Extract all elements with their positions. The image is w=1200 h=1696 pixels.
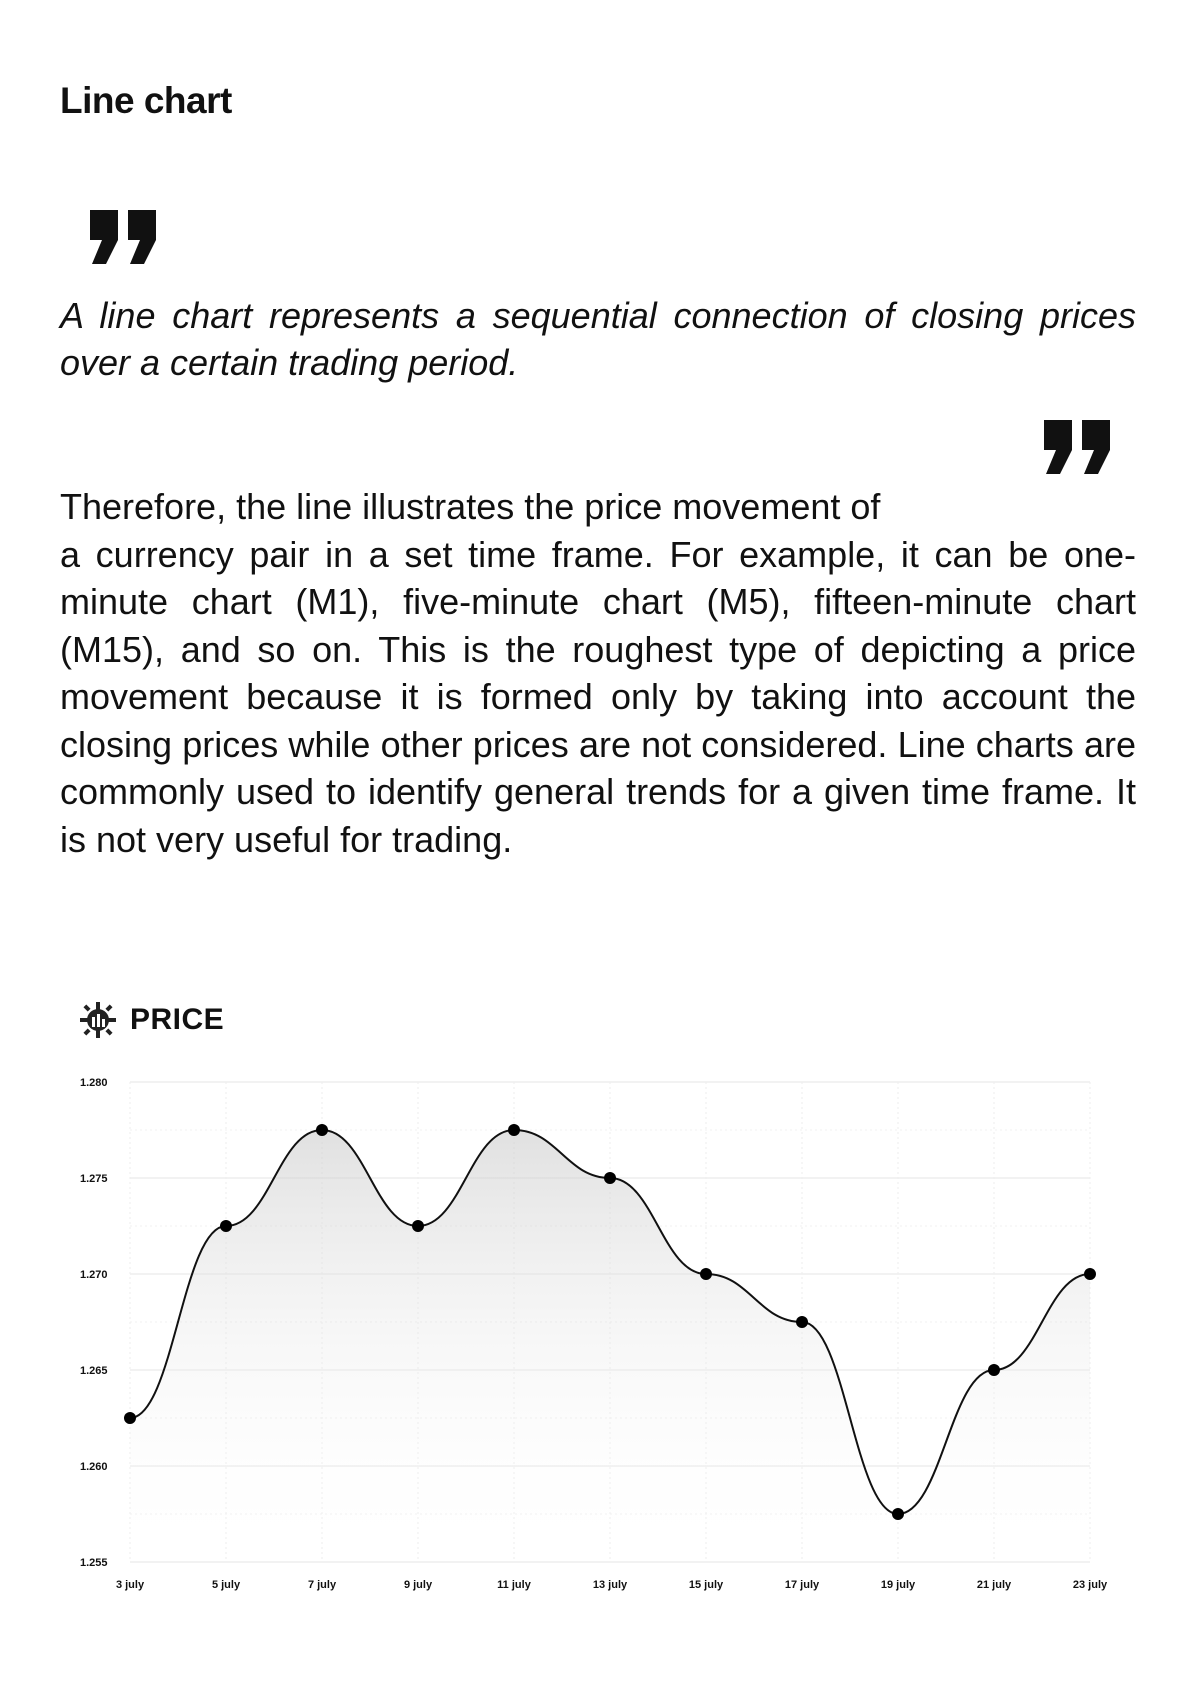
x-tick-label: 3 july bbox=[115, 1579, 145, 1591]
data-point-5-july bbox=[220, 1220, 232, 1232]
data-point-13-july bbox=[604, 1172, 616, 1184]
x-tick-label: 13 july bbox=[592, 1579, 628, 1591]
price-chart bbox=[0, 1040, 1200, 1600]
y-tick-label: 1.260 bbox=[80, 1461, 108, 1473]
data-point-21-july bbox=[988, 1364, 1000, 1376]
x-tick-label: 19 july bbox=[880, 1579, 916, 1591]
page-heading: Line chart bbox=[60, 80, 232, 121]
x-tick-label: 23 july bbox=[1072, 1579, 1108, 1591]
data-point-3-july bbox=[124, 1412, 136, 1424]
body-rest: a currency pair in a set time frame. For example, it can be one-minute chart (M1), five-minute chart (M5), fifteen-minute chart (M15), and so on. This is the roughest type of depicting a price movement because it is formed only by taking into account the closing prices while other prices are not considered. Line charts are commonly used to identify general trends for a given time frame. It is not very useful for trading. bbox=[60, 533, 1136, 860]
y-tick-label: 1.270 bbox=[80, 1269, 108, 1281]
x-tick-label: 17 july bbox=[784, 1579, 820, 1591]
data-point-19-july bbox=[892, 1508, 904, 1520]
price-logo-icon bbox=[78, 1000, 118, 1040]
x-tick-label: 9 july bbox=[403, 1579, 433, 1591]
quote-open-icon bbox=[88, 210, 160, 264]
y-tick-label: 1.280 bbox=[80, 1077, 108, 1089]
series-area bbox=[130, 1130, 1090, 1562]
chart-title bbox=[78, 1000, 224, 1040]
data-point-23-july bbox=[1084, 1268, 1096, 1280]
data-point-9-july bbox=[412, 1220, 424, 1232]
quote-text: A line chart represents a sequential connection of closing prices over a certain trading period. bbox=[60, 295, 1136, 383]
data-point-11-july bbox=[508, 1124, 520, 1136]
x-tick-label: 5 july bbox=[211, 1579, 241, 1591]
x-tick-label: 11 july bbox=[497, 1579, 531, 1591]
data-point-7-july bbox=[316, 1124, 328, 1136]
data-point-17-july bbox=[796, 1316, 808, 1328]
body-first-line: Therefore, the line illustrates the price movement of bbox=[60, 486, 881, 527]
x-tick-label: 7 july bbox=[307, 1579, 337, 1591]
x-tick-label: 21 july bbox=[976, 1579, 1012, 1591]
y-tick-label: 1.275 bbox=[80, 1173, 108, 1185]
x-tick-label: 15 july bbox=[688, 1579, 724, 1591]
data-point-15-july bbox=[700, 1268, 712, 1280]
y-tick-label: 1.265 bbox=[80, 1365, 108, 1377]
y-tick-label: 1.255 bbox=[80, 1557, 108, 1569]
quote-close-icon bbox=[1042, 420, 1114, 474]
chart-title-text: PRICE bbox=[130, 1003, 225, 1036]
body-paragraph bbox=[60, 483, 1136, 863]
